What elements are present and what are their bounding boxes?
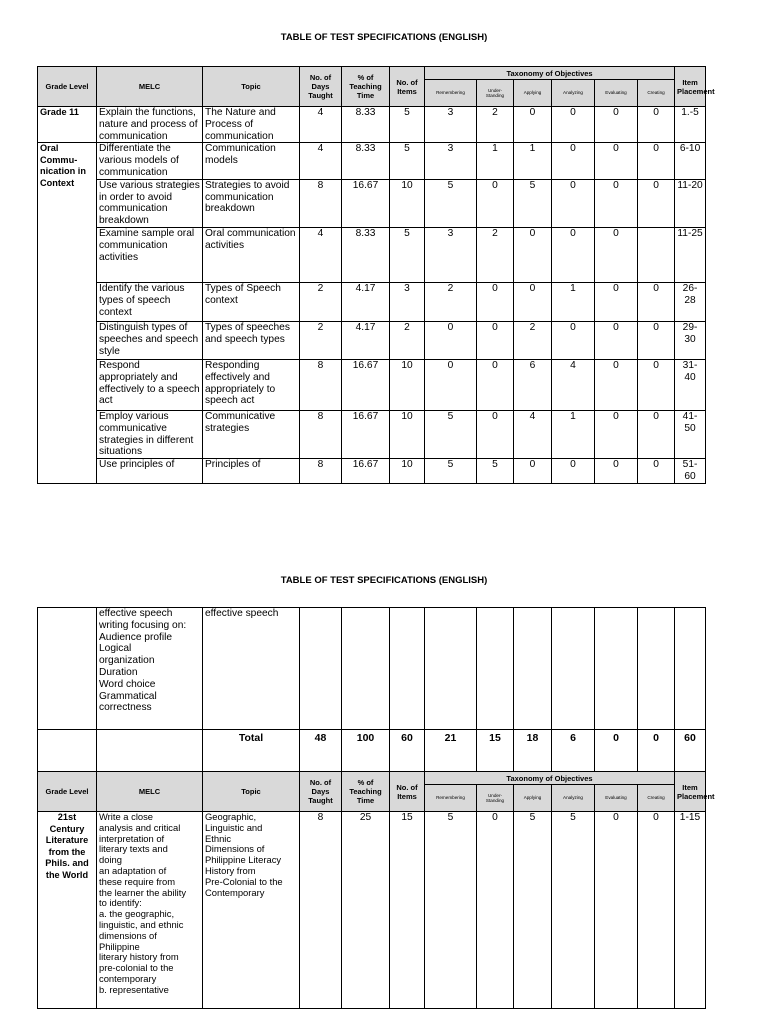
header-creating: Creating xyxy=(638,80,675,107)
placement-cell: 11-25 xyxy=(675,227,706,282)
melc-cell: Distinguish types of speeches and speech style xyxy=(97,321,203,359)
remembering-cell: 3 xyxy=(425,227,477,282)
understanding-cell: 0 xyxy=(477,410,514,458)
header-evaluating: Evaluating xyxy=(595,80,638,107)
melc-continued-cell xyxy=(97,608,203,730)
topic-cell: Communication models xyxy=(203,143,300,179)
understanding-cell: 0 xyxy=(477,179,514,227)
placement-cell: 6-10 xyxy=(675,143,706,179)
page-title-2: TABLE OF TEST SPECIFICATIONS (ENGLISH) xyxy=(280,575,488,586)
melc-cell: Explain the functions, nature and process of communication xyxy=(97,107,203,143)
test-spec-table xyxy=(37,66,715,484)
melc-cell: Identify the various types of speech context xyxy=(97,282,203,321)
melc-cell: Use principles of xyxy=(97,459,203,484)
text-line: effective speech xyxy=(99,608,173,619)
percent-cell: 4.17 xyxy=(342,321,390,359)
total-label: Total xyxy=(203,730,300,772)
days-cell: 2 xyxy=(300,282,342,321)
remembering-cell: 0 xyxy=(425,359,477,410)
analyzing-cell: 0 xyxy=(552,459,595,484)
text-line: from the xyxy=(48,846,86,857)
header-grade-level-2: Grade Level xyxy=(38,772,97,812)
table-row xyxy=(38,227,706,282)
header-days-2: No. of Days Taught xyxy=(300,772,342,812)
subject-cell: Oral Commu-nication in Context xyxy=(38,143,97,483)
applying-cell: 4 xyxy=(514,410,552,458)
analyzing-cell: 4 xyxy=(552,359,595,410)
grade-cell-literature xyxy=(38,812,97,1009)
text-line: interpretation of xyxy=(99,832,165,844)
evaluating-cell: 0 xyxy=(595,410,638,458)
melc-cell: Examine sample oral communication activities xyxy=(97,227,203,282)
items-cell: 5 xyxy=(390,143,425,179)
remembering-cell: 0 xyxy=(425,321,477,359)
creating-cell: 0 xyxy=(638,282,675,321)
percent-cell: 4.17 xyxy=(342,282,390,321)
text-line: Logical xyxy=(99,643,132,655)
text-line: correctness xyxy=(99,702,152,714)
header-placement: Item Placement xyxy=(675,67,706,107)
analyzing-cell: 5 xyxy=(552,812,595,1009)
topic-cell: Types of speeches and speech types xyxy=(203,321,300,359)
days-cell: 4 xyxy=(300,107,342,143)
header-applying: Applying xyxy=(514,80,552,107)
total-understanding: 15 xyxy=(477,730,514,772)
evaluating-cell: 0 xyxy=(595,282,638,321)
text-line: Word choice xyxy=(99,678,156,690)
placement-cell: 11-20 xyxy=(675,179,706,227)
text-line: pre-colonial to the xyxy=(99,962,174,974)
total-items: 60 xyxy=(390,730,425,772)
header-melc: MELC xyxy=(97,67,203,107)
topic-cell: Principles of xyxy=(203,459,300,484)
remembering-cell: 5 xyxy=(425,179,477,227)
text-line: analysis and critical xyxy=(99,821,181,833)
text-line: organization xyxy=(99,655,155,667)
total-creating: 0 xyxy=(638,730,675,772)
items-cell: 10 xyxy=(390,410,425,458)
days-cell: 4 xyxy=(300,143,342,179)
analyzing-cell: 0 xyxy=(552,179,595,227)
evaluating-cell: 0 xyxy=(595,143,638,179)
text-line: doing xyxy=(99,854,122,866)
remembering-cell: 3 xyxy=(425,143,477,179)
placement-cell: 26-28 xyxy=(675,282,706,321)
header-remembering-2: Remembering xyxy=(425,785,477,812)
header-remembering: Remembering xyxy=(425,80,477,107)
text-line: Century xyxy=(49,823,85,834)
days-cell: 8 xyxy=(300,179,342,227)
evaluating-cell: 0 xyxy=(595,359,638,410)
days-cell: 4 xyxy=(300,227,342,282)
topic-cell: Types of Speech context xyxy=(203,282,300,321)
melc-cell-literature xyxy=(97,812,203,1009)
header-items: No. of Items xyxy=(390,67,425,107)
table-row xyxy=(38,107,706,143)
creating-cell: 0 xyxy=(638,459,675,484)
grade-cell: Grade 11 xyxy=(38,107,97,143)
percent-cell: 8.33 xyxy=(342,143,390,179)
total-remembering: 21 xyxy=(425,730,477,772)
melc-cell: Respond appropriately and effectively to a speech act xyxy=(97,359,203,410)
evaluating-cell: 0 xyxy=(595,179,638,227)
text-line: literary texts and xyxy=(99,843,168,855)
topic-continued-cell: effective speech xyxy=(203,608,300,730)
text-line: Philippine Literacy xyxy=(205,854,282,866)
percent-cell: 16.67 xyxy=(342,410,390,458)
placement-cell: 1-15 xyxy=(675,812,706,1009)
text-line: these require from xyxy=(99,875,176,887)
table-row xyxy=(38,321,706,359)
percent-cell: 8.33 xyxy=(342,107,390,143)
applying-cell: 0 xyxy=(514,459,552,484)
header-taxonomy: Taxonomy of Objectives xyxy=(425,67,675,80)
creating-cell: 0 xyxy=(638,359,675,410)
header-analyzing: Analyzing xyxy=(552,80,595,107)
text-line: dimensions of xyxy=(99,929,157,941)
topic-cell-literature xyxy=(203,812,300,1009)
applying-cell: 0 xyxy=(514,282,552,321)
applying-cell: 5 xyxy=(514,812,552,1009)
items-cell: 5 xyxy=(390,227,425,282)
evaluating-cell: 0 xyxy=(595,227,638,282)
creating-cell: 0 xyxy=(638,107,675,143)
understanding-cell: 0 xyxy=(477,359,514,410)
remembering-cell: 5 xyxy=(425,410,477,458)
percent-cell: 16.67 xyxy=(342,359,390,410)
percent-cell: 16.67 xyxy=(342,459,390,484)
days-cell: 8 xyxy=(300,459,342,484)
understanding-cell: 2 xyxy=(477,107,514,143)
total-analyzing: 6 xyxy=(552,730,595,772)
table-row xyxy=(38,282,706,321)
evaluating-cell: 0 xyxy=(595,107,638,143)
understanding-cell: 0 xyxy=(477,321,514,359)
test-spec-table-continued xyxy=(37,607,715,1009)
creating-cell: 0 xyxy=(638,410,675,458)
creating-cell xyxy=(638,227,675,282)
header-topic: Topic xyxy=(203,67,300,107)
header-taxonomy-2: Taxonomy of Objectives xyxy=(425,772,675,785)
text-line: Contemporary xyxy=(205,886,265,898)
analyzing-cell: 0 xyxy=(552,107,595,143)
text-line: History from xyxy=(205,864,256,876)
topic-cell: The Nature and Process of communication xyxy=(203,107,300,143)
text-line: Philippine xyxy=(99,940,140,952)
understanding-cell: 0 xyxy=(477,282,514,321)
percent-cell: 25 xyxy=(342,812,390,1009)
text-line: Write a close xyxy=(99,811,154,822)
text-line: Geographic, xyxy=(205,811,257,822)
remembering-cell: 2 xyxy=(425,282,477,321)
evaluating-cell: 0 xyxy=(595,321,638,359)
text-line: Ethnic xyxy=(205,832,232,844)
items-cell: 3 xyxy=(390,282,425,321)
table-row xyxy=(38,143,706,179)
total-row xyxy=(38,730,706,772)
text-line: 21st xyxy=(57,812,77,822)
analyzing-cell: 1 xyxy=(552,282,595,321)
remembering-cell: 5 xyxy=(425,459,477,484)
header-creating-2: Creating xyxy=(638,785,675,812)
header-percent-2: % of Teaching Time xyxy=(342,772,390,812)
creating-cell: 0 xyxy=(638,812,675,1009)
header-melc-2: MELC xyxy=(97,772,203,812)
items-cell: 10 xyxy=(390,179,425,227)
days-cell: 8 xyxy=(300,410,342,458)
placement-cell: 51-60 xyxy=(675,459,706,484)
melc-cell: Differentiate the various models of communication xyxy=(97,143,203,179)
topic-cell: Communicative strategies xyxy=(203,410,300,458)
page-title: TABLE OF TEST SPECIFICATIONS (ENGLISH) xyxy=(280,32,488,43)
text-line: Literature xyxy=(45,835,89,845)
header-placement-2: Item Placement xyxy=(675,772,706,812)
applying-cell: 6 xyxy=(514,359,552,410)
text-line: the World xyxy=(45,869,89,880)
analyzing-cell: 0 xyxy=(552,321,595,359)
text-line: literary history from xyxy=(99,951,179,963)
text-line: contemporary xyxy=(99,972,157,984)
evaluating-cell: 0 xyxy=(595,812,638,1009)
text-line: Dimensions of xyxy=(205,843,265,855)
topic-cell: Strategies to avoid communication breakdown xyxy=(203,179,300,227)
text-line: Phils. and xyxy=(45,858,89,868)
understanding-cell: 1 xyxy=(477,143,514,179)
header-evaluating-2: Evaluating xyxy=(595,785,638,812)
total-evaluating: 0 xyxy=(595,730,638,772)
items-cell: 2 xyxy=(390,321,425,359)
analyzing-cell: 0 xyxy=(552,227,595,282)
placement-cell: 41-50 xyxy=(675,410,706,458)
header-topic-2: Topic xyxy=(203,772,300,812)
text-line: b. representative xyxy=(99,983,169,995)
evaluating-cell: 0 xyxy=(595,459,638,484)
header-items-2: No. of Items xyxy=(390,772,425,812)
analyzing-cell: 0 xyxy=(552,143,595,179)
understanding-cell: 0 xyxy=(477,812,514,1009)
days-cell: 8 xyxy=(300,359,342,410)
header-grade-level: Grade Level xyxy=(38,67,97,107)
percent-cell: 8.33 xyxy=(342,227,390,282)
text-line: a. the geographic, xyxy=(99,908,175,920)
applying-cell: 5 xyxy=(514,179,552,227)
total-days: 48 xyxy=(300,730,342,772)
melc-cell: Use various strategies in order to avoid communication breakdown xyxy=(97,179,203,227)
applying-cell: 0 xyxy=(514,227,552,282)
remembering-cell: 3 xyxy=(425,107,477,143)
days-cell: 2 xyxy=(300,321,342,359)
items-cell: 10 xyxy=(390,359,425,410)
header-days: No. of Days Taught xyxy=(300,67,342,107)
items-cell: 15 xyxy=(390,812,425,1009)
header-understanding-2: Under-Standing xyxy=(477,785,514,812)
days-cell: 8 xyxy=(300,812,342,1009)
percent-cell: 16.67 xyxy=(342,179,390,227)
total-percent: 100 xyxy=(342,730,390,772)
table-row xyxy=(38,459,706,484)
header-analyzing-2: Analyzing xyxy=(552,785,595,812)
placement-cell: 29-30 xyxy=(675,321,706,359)
melc-cell: Employ various communicative strategies in different situations xyxy=(97,410,203,458)
remembering-cell: 5 xyxy=(425,812,477,1009)
text-line: Audience profile xyxy=(99,631,173,643)
header-percent: % of Teaching Time xyxy=(342,67,390,107)
table-row xyxy=(38,410,706,458)
topic-cell: Oral communication activities xyxy=(203,227,300,282)
header-understanding: Under-Standing xyxy=(477,80,514,107)
text-line: the learner the ability xyxy=(99,886,187,898)
creating-cell: 0 xyxy=(638,143,675,179)
placement-cell: 31-40 xyxy=(675,359,706,410)
header-applying-2: Applying xyxy=(514,785,552,812)
text-line: Duration xyxy=(99,666,138,678)
items-cell: 5 xyxy=(390,107,425,143)
topic-cell: Responding effectively and appropriately to speech act xyxy=(203,359,300,410)
placement-cell: 1.-5 xyxy=(675,107,706,143)
analyzing-cell: 1 xyxy=(552,410,595,458)
creating-cell: 0 xyxy=(638,179,675,227)
table-row xyxy=(38,359,706,410)
items-cell: 10 xyxy=(390,459,425,484)
understanding-cell: 2 xyxy=(477,227,514,282)
text-line: to identify: xyxy=(99,897,142,909)
text-line: an adaptation of xyxy=(99,864,167,876)
table-row-literature xyxy=(38,812,706,1009)
text-line: Pre-Colonial to the xyxy=(205,875,283,887)
creating-cell: 0 xyxy=(638,321,675,359)
applying-cell: 1 xyxy=(514,143,552,179)
applying-cell: 0 xyxy=(514,107,552,143)
understanding-cell: 5 xyxy=(477,459,514,484)
table-row xyxy=(38,179,706,227)
total-applying: 18 xyxy=(514,730,552,772)
text-line: writing focusing on: xyxy=(99,619,187,631)
text-line: Linguistic and xyxy=(205,821,263,833)
total-placement: 60 xyxy=(675,730,706,772)
text-line: Grammatical xyxy=(99,690,157,702)
table-row-continued xyxy=(38,608,706,730)
applying-cell: 2 xyxy=(514,321,552,359)
text-line: linguistic, and ethnic xyxy=(99,918,184,930)
